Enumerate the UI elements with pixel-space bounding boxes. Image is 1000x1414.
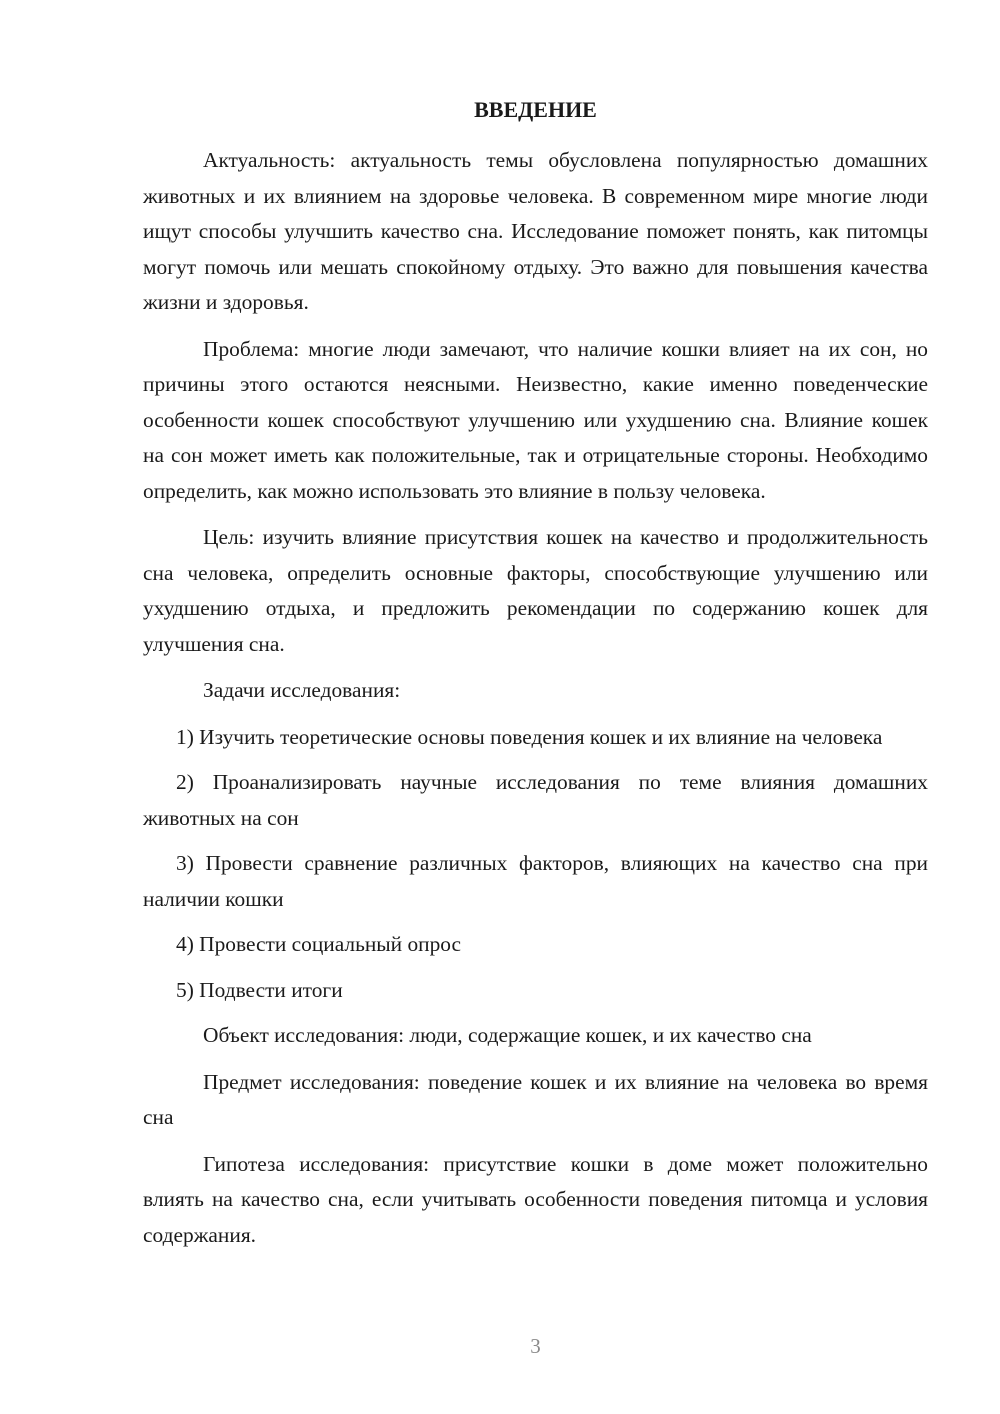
object-paragraph: Объект исследования: люди, содержащие кошек, и их качество сна [203,1023,812,1047]
task-item: 2) Проанализировать научные исследования по теме влияния домашних животных на сон [143,770,928,830]
relevance-paragraph: Актуальность: актуальность темы обусловлена популярностью домашних животных и их влиянием на здоровье человека. В современном мире многие люди ищут способы улучшить качество сна. Исследование поможет понять, как питомцы могут помочь или мешать спокойному отдыху. Это важно для повышения качества жизни и здоровья. [143,148,928,314]
hypothesis-paragraph: Гипотеза исследования: присутствие кошки в доме может положительно влиять на качество сна, если учитывать особенности поведения питомца и условия содержания. [143,1151,928,1247]
tasks-intro: Задачи исследования: [203,678,401,702]
document-page [143,0,928,1414]
task-item: 4) Провести социальный опрос [176,932,462,956]
document-body [143,143,928,1264]
goal-paragraph: Цель: изучить влияние присутствия кошек на качество и продолжительность сна человека, определить основные факторы, способствующие улучшению или ухудшению отдыха, и предложить рекомендации по содержанию кошек для улучшения сна. [143,525,928,656]
task-item: 5) Подвести итоги [176,977,343,1002]
page-number: 3 [530,1334,541,1358]
problem-paragraph: Проблема: многие люди замечают, что наличие кошки влияет на их сон, но причины этого остаются неясными. Неизвестно, какие именно поведенческие особенности кошек способствуют улучшению или ухудшению сна. Влияние кошек на сон может иметь как положительные, так и отрицательные стороны. Необходимо определить, как можно использовать это влияние в пользу человека. [143,336,928,503]
task-item: 1) Изучить теоретические основы поведения кошек и их влияние на человека [176,724,883,749]
section-heading: ВВЕДЕНИЕ [474,97,597,122]
task-item: 3) Провести сравнение различных факторов, влияющих на качество сна при наличии кошки [143,851,928,911]
subject-paragraph: Предмет исследования: поведение кошек и их влияние на человека во время сна [143,1069,928,1129]
